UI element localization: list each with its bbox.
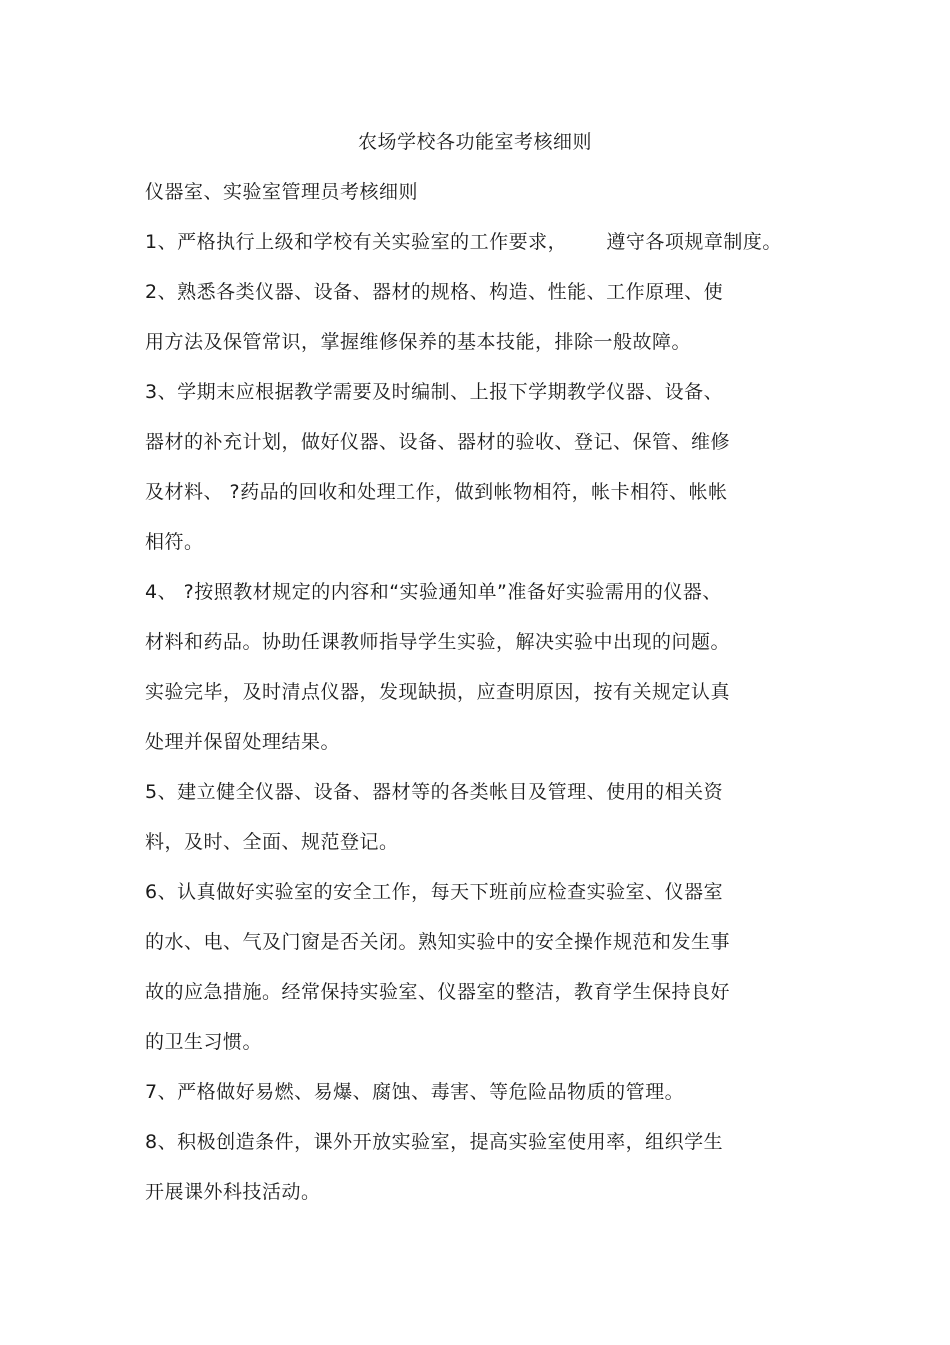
- text-line: 故的应急措施。经常保持实验室、仪器室的整洁，教育学生保持良好: [145, 981, 731, 1003]
- text-line: 器材的补充计划，做好仪器、设备、器材的验收、登记、保管、维修: [145, 431, 731, 453]
- text-line: 开展课外科技活动。: [145, 1181, 321, 1203]
- text-line: 实验完毕，及时清点仪器，发现缺损，应查明原因，按有关规定认真: [145, 681, 731, 703]
- text-line: 处理并保留处理结果。: [145, 731, 341, 753]
- text-line: 1、严格执行上级和学校有关实验室的工作要求， 遵守各项规章制度。: [145, 231, 782, 253]
- text-line: 6、认真做好实验室的安全工作，每天下班前应检查实验室、仪器室: [145, 881, 724, 903]
- document-title: 农场学校各功能室考核细则: [357, 131, 592, 153]
- text-line: 7、严格做好易燃、易爆、腐蚀、毒害、等危险品物质的管理。: [145, 1081, 685, 1103]
- section-subtitle: 仪器室、实验室管理员考核细则: [145, 181, 419, 203]
- text-line: 3、学期末应根据教学需要及时编制、上报下学期教学仪器、设备、: [145, 381, 724, 403]
- text-line: 8、积极创造条件，课外开放实验室，提高实验室使用率，组织学生: [145, 1131, 724, 1153]
- text-line: 2、熟悉各类仪器、设备、器材的规格、构造、性能、工作原理、使: [145, 281, 724, 303]
- text-line: 5、建立健全仪器、设备、器材等的各类帐目及管理、使用的相关资: [145, 781, 724, 803]
- text-line: 4、 ?按照教材规定的内容和“实验通知单”准备好实验需用的仪器、: [145, 581, 722, 603]
- text-line: 相符。: [145, 531, 204, 553]
- text-line: 及材料、 ?药品的回收和处理工作，做到帐物相符，帐卡相符、帐帐: [145, 481, 728, 503]
- text-line: 料，及时、全面、规范登记。: [145, 831, 399, 853]
- text-line: 材料和药品。协助任课教师指导学生实验，解决实验中出现的问题。: [145, 631, 731, 653]
- text-line: 的水、电、气及门窗是否关闭。熟知实验中的安全操作规范和发生事: [145, 931, 731, 953]
- text-line: 的卫生习惯。: [145, 1031, 263, 1053]
- text-line: 用方法及保管常识，掌握维修保养的基本技能，排除一般故障。: [145, 331, 692, 353]
